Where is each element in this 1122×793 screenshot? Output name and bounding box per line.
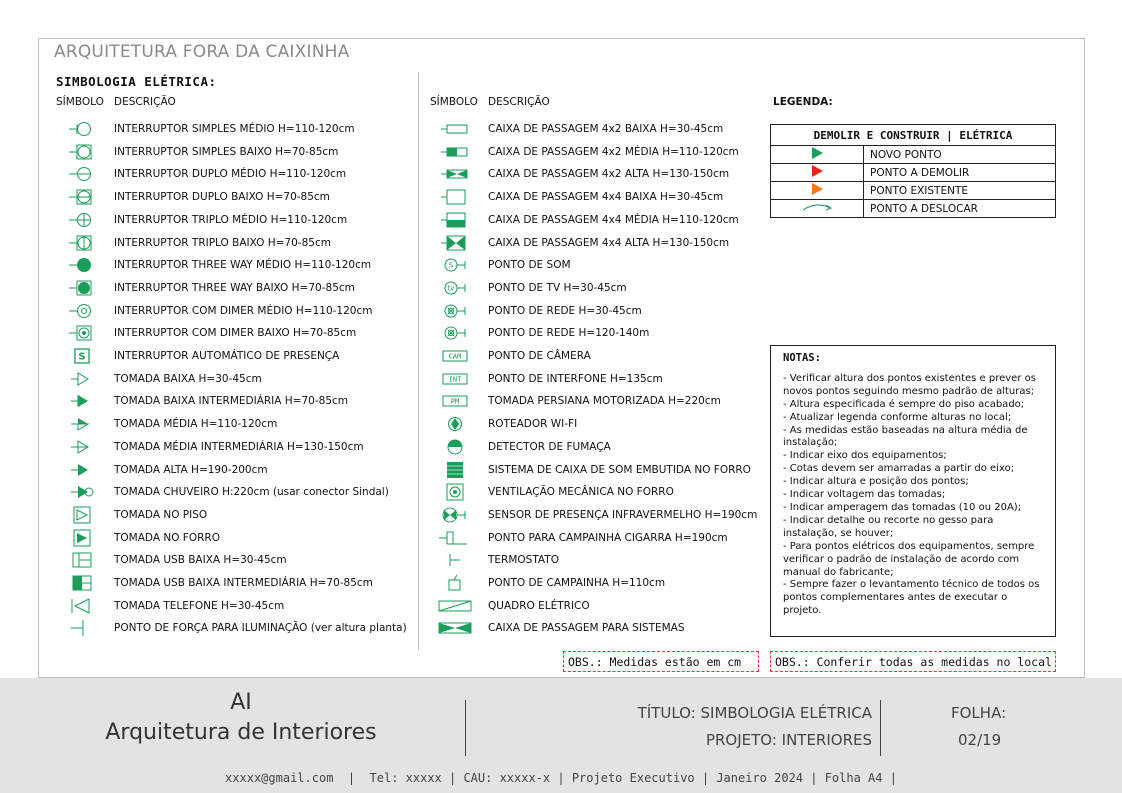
- junction-box-4x2-low-icon: [425, 118, 485, 140]
- symbol-row: [52, 345, 339, 367]
- sound-point-icon: [425, 254, 485, 276]
- symbol-description: PONTO DE CÂMERA: [488, 350, 591, 362]
- switch-triple-low-icon: [52, 232, 112, 254]
- note-item: - Atualizar legenda conforme alturas no local;: [783, 411, 1012, 423]
- intercom-point-icon: [425, 368, 485, 390]
- symbol-row: [52, 549, 287, 571]
- symbol-row: [52, 232, 331, 254]
- symbol-description: CAIXA DE PASSAGEM 4x2 MÉDIA H=110-120cm: [488, 145, 739, 158]
- switch-simple-low-icon: [52, 141, 112, 163]
- tv-point-icon: [425, 277, 485, 299]
- note-item: - Indicar voltagem das tomadas;: [783, 489, 946, 501]
- legend-row-label: NOVO PONTO: [864, 146, 1056, 164]
- dimmer-mid-icon: [52, 300, 112, 322]
- legend-table: [770, 124, 1056, 218]
- symbol-description: CAIXA DE PASSAGEM 4x4 ALTA H=130-150cm: [488, 236, 730, 249]
- presence-switch-icon: [52, 345, 112, 367]
- svg-text:CAM: CAM: [448, 352, 462, 361]
- symbol-row: [425, 413, 577, 435]
- symbol-row: [425, 209, 739, 231]
- note-item: - Indicar altura e posição dos pontos;: [783, 476, 969, 488]
- existing-point-icon: [771, 182, 864, 200]
- legend-row-label: PONTO A DESLOCAR: [864, 200, 1056, 218]
- obs-check-note: OBS.: Conferir todas as medidas no local: [770, 651, 1056, 672]
- camera-point-icon: [425, 345, 485, 367]
- brand-name: Arquitetura de Interiores: [105, 720, 377, 745]
- switch-three-way-mid-icon: [52, 254, 112, 276]
- switch-double-mid-icon: [52, 163, 112, 185]
- symbol-description: QUADRO ELÉTRICO: [488, 599, 590, 612]
- project-name: PROJETO: INTERIORES: [705, 731, 872, 749]
- junction-box-4x2-high-icon: [425, 163, 485, 185]
- legend-row: [771, 182, 1056, 200]
- electrical-panel-icon: [425, 595, 485, 617]
- symbol-row: [425, 549, 559, 571]
- symbol-row: [425, 141, 739, 163]
- legend-row-label: PONTO A DEMOLIR: [864, 164, 1056, 182]
- usb-outlet-low-intermediate-icon: [52, 572, 112, 594]
- symbol-row: [52, 413, 277, 435]
- svg-text:S: S: [78, 351, 86, 363]
- network-point-high-icon: [425, 322, 485, 344]
- outlet-low-intermediate-icon: [52, 390, 112, 412]
- page-header-title: ARQUITETURA FORA DA CAIXINHA: [54, 42, 350, 62]
- symbol-row: [425, 186, 723, 208]
- symbol-description: PONTO DE REDE H=120-140m: [488, 327, 650, 340]
- doorbell-cord-icon: [425, 527, 485, 549]
- legend-row-label: PONTO EXISTENTE: [864, 182, 1056, 200]
- outlet-low-icon: [52, 368, 112, 390]
- symbol-row: [52, 254, 371, 276]
- symbol-row: [425, 118, 723, 140]
- symbol-description: TOMADA MÉDIA INTERMEDIÁRIA H=130-150cm: [114, 440, 364, 453]
- symbol-description: INTERRUPTOR COM DIMER BAIXO H=70-85cm: [114, 327, 357, 340]
- symbol-row: [425, 436, 611, 458]
- column-divider: [418, 72, 419, 650]
- brand-logo-text: AI: [230, 690, 252, 715]
- switch-three-way-low-icon: [52, 277, 112, 299]
- symbol-row: [52, 322, 356, 344]
- junction-box-4x4-mid-icon: [425, 209, 485, 231]
- symbol-row: [52, 527, 220, 549]
- symbol-description: TOMADA USB BAIXA INTERMEDIÁRIA H=70-85cm: [114, 577, 373, 589]
- legend-row: [771, 200, 1056, 218]
- note-item: - Altura especificada é sempre do piso acabado;: [783, 398, 1025, 410]
- shower-outlet-icon: [52, 481, 112, 503]
- symbol-row: [425, 481, 674, 503]
- section-title: SIMBOLOGIA ELÉTRICA:: [56, 74, 217, 89]
- symbol-row: [52, 300, 372, 322]
- symbol-description: PONTO DE CAMPAINHA H=110cm: [488, 577, 666, 589]
- symbol-description: TOMADA USB BAIXA H=30-45cm: [114, 554, 287, 567]
- symbol-description: CAIXA DE PASSAGEM 4x2 BAIXA H=30-45cm: [488, 123, 724, 135]
- symbol-description: PONTO DE FORÇA PARA ILUMINAÇÃO (ver altura planta): [114, 622, 407, 635]
- sheet-title: TÍTULO: SIMBOLOGIA ELÉTRICA: [637, 704, 872, 722]
- title-block-divider: [465, 700, 466, 756]
- symbol-row: [52, 368, 262, 390]
- wifi-router-icon: [425, 413, 485, 435]
- symbol-row: [425, 277, 627, 299]
- thermostat-icon: [425, 549, 485, 571]
- symbol-row: [425, 595, 590, 617]
- doorbell-point-icon: [425, 572, 485, 594]
- notes-box: [770, 345, 1056, 637]
- legend-table-title: DEMOLIR E CONSTRUIR | ELÉTRICA: [771, 125, 1056, 146]
- symbol-row: [425, 232, 729, 254]
- symbol-description: DETECTOR DE FUMAÇA: [488, 440, 611, 453]
- power-point-lighting-icon: [52, 617, 112, 639]
- symbol-row: [425, 300, 642, 322]
- symbol-description: TOMADA CHUVEIRO H:220cm (usar conector Sindal): [114, 486, 389, 499]
- symbol-row: [425, 459, 751, 481]
- outlet-high-icon: [52, 459, 112, 481]
- outlet-mid-icon: [52, 413, 112, 435]
- symbol-description: INTERRUPTOR SIMPLES MÉDIO H=110-120cm: [114, 123, 355, 135]
- legend-row: [771, 146, 1056, 164]
- note-item: - Indicar detalhe ou recorte no gesso para instalação, se houver;: [783, 514, 997, 539]
- legend-label: LEGENDA:: [773, 96, 833, 108]
- symbol-row: [425, 572, 665, 594]
- symbol-description: CAIXA DE PASSAGEM 4x4 BAIXA H=30-45cm: [488, 191, 724, 204]
- switch-double-low-icon: [52, 186, 112, 208]
- symbol-row: [425, 390, 721, 412]
- symbol-description: SENSOR DE PRESENÇA INFRAVERMELHO H=190cm: [488, 508, 758, 521]
- symbol-description: TOMADA NO PISO: [114, 508, 208, 521]
- usb-outlet-low-icon: [52, 549, 112, 571]
- ventilation-icon: [425, 481, 485, 503]
- symbol-description: TOMADA MÉDIA H=110-120cm: [114, 418, 278, 431]
- notes-title: NOTAS:: [783, 352, 821, 364]
- symbol-description: VENTILAÇÃO MECÂNICA NO FORRO: [488, 486, 674, 499]
- left-symbol-header: SÍMBOLO: [56, 96, 104, 108]
- symbol-row: [425, 345, 591, 367]
- symbol-row: [52, 436, 364, 458]
- svg-text:PM: PM: [450, 397, 460, 406]
- junction-box-4x4-low-icon: [425, 186, 485, 208]
- symbol-description: CAIXA DE PASSAGEM PARA SISTEMAS: [488, 622, 685, 635]
- symbol-description: PONTO DE SOM: [488, 259, 571, 272]
- symbol-row: [52, 277, 355, 299]
- symbol-row: [52, 459, 268, 481]
- svg-text:INT: INT: [448, 375, 462, 384]
- contact-line: xxxxx@gmail.com | Tel: xxxxx | CAU: xxxxx-x | Projeto Executivo | Janeiro 2024 | Folha A4 |: [225, 771, 897, 785]
- switch-simple-mid-icon: [52, 118, 112, 140]
- relocate-point-icon: [771, 200, 864, 218]
- switch-triple-mid-icon: [52, 209, 112, 231]
- symbol-row: [425, 322, 649, 344]
- systems-junction-box-icon: [425, 617, 485, 639]
- symbol-row: [425, 163, 729, 185]
- legend-row: [771, 164, 1056, 182]
- symbol-description: INTERRUPTOR THREE WAY MÉDIO H=110-120cm: [114, 259, 372, 272]
- note-item: - Para pontos elétricos dos equipamentos, sempre verificar o padrão de instalação de acordo com manual do fabricante;: [783, 540, 1038, 578]
- svg-text:tv: tv: [447, 284, 455, 293]
- symbol-description: INTERRUPTOR THREE WAY BAIXO H=70-85cm: [114, 281, 355, 294]
- symbol-description: TOMADA BAIXA H=30-45cm: [114, 372, 262, 385]
- symbol-description: INTERRUPTOR DUPLO MÉDIO H=110-120cm: [114, 168, 347, 181]
- symbol-row: [425, 368, 663, 390]
- sheet-label: FOLHA:: [951, 704, 1007, 722]
- symbol-description: INTERRUPTOR SIMPLES BAIXO H=70-85cm: [114, 145, 339, 158]
- ceiling-outlet-icon: [52, 527, 112, 549]
- symbol-description: INTERRUPTOR DUPLO BAIXO H=70-85cm: [114, 191, 330, 204]
- note-item: - Cotas devem ser amarradas a partir do eixo;: [783, 463, 1015, 475]
- right-description-header: DESCRIÇÃO: [488, 96, 550, 108]
- demolish-point-icon: [771, 164, 864, 182]
- note-item: - Sempre fazer o levantamento técnico de todos os pontos complementares antes de executar o projeto.: [783, 579, 1043, 617]
- symbol-description: CAIXA DE PASSAGEM 4x2 ALTA H=130-150cm: [488, 168, 730, 181]
- outlet-mid-intermediate-icon: [52, 436, 112, 458]
- network-point-low-icon: [425, 300, 485, 322]
- symbol-description: ROTEADOR WI-FI: [488, 418, 578, 431]
- symbol-description: INTERRUPTOR TRIPLO BAIXO H=70-85cm: [114, 236, 331, 249]
- symbol-description: TERMOSTATO: [488, 554, 559, 567]
- symbol-description: TOMADA PERSIANA MOTORIZADA H=220cm: [488, 395, 721, 408]
- symbol-row: [425, 254, 571, 276]
- note-item: - As medidas estão baseadas na altura média de instalação;: [783, 424, 1031, 449]
- phone-outlet-icon: [52, 595, 112, 617]
- symbol-description: INTERRUPTOR TRIPLO MÉDIO H=110-120cm: [114, 213, 348, 226]
- symbol-row: [52, 504, 207, 526]
- motion-sensor-icon: [425, 504, 485, 526]
- symbol-row: [52, 595, 284, 617]
- symbol-description: PONTO DE REDE H=30-45cm: [488, 304, 642, 317]
- symbol-row: [52, 209, 347, 231]
- symbol-row: [52, 617, 407, 639]
- symbol-description: CAIXA DE PASSAGEM 4x4 MÉDIA H=110-120cm: [488, 213, 739, 226]
- symbol-description: TOMADA BAIXA INTERMEDIÁRIA H=70-85cm: [114, 395, 349, 408]
- note-item: - Indicar amperagem das tomadas (10 ou 20A);: [783, 501, 1022, 513]
- symbol-row: [425, 504, 757, 526]
- symbol-row: [52, 186, 330, 208]
- symbol-row: [52, 118, 355, 140]
- symbol-row: [52, 141, 338, 163]
- symbol-description: INTERRUPTOR AUTOMÁTICO DE PRESENÇA: [114, 350, 340, 362]
- symbol-row: [52, 481, 389, 503]
- svg-text:S: S: [448, 261, 454, 270]
- sheet-number: 02/19: [958, 731, 1002, 749]
- dimmer-low-icon: [52, 322, 112, 344]
- obs-measures-note: OBS.: Medidas estão em cm: [563, 651, 759, 672]
- symbol-description: TOMADA NO FORRO: [114, 531, 220, 544]
- left-description-header: DESCRIÇÃO: [114, 96, 176, 108]
- symbol-description: SISTEMA DE CAIXA DE SOM EMBUTIDA NO FORRO: [488, 463, 751, 476]
- smoke-detector-icon: [425, 436, 485, 458]
- note-item: - Verificar altura dos pontos existentes e prever os novos pontos seguindo mesmo padrão de alturas;: [783, 372, 1040, 397]
- note-item: - Indicar eixo dos equipamentos;: [783, 450, 947, 462]
- new-point-icon: [771, 146, 864, 164]
- right-symbol-header: SÍMBOLO: [430, 96, 478, 108]
- junction-box-4x2-mid-icon: [425, 141, 485, 163]
- motorized-blind-outlet-icon: [425, 390, 485, 412]
- symbol-row: [52, 390, 348, 412]
- symbol-row: [425, 617, 685, 639]
- symbol-description: PONTO DE INTERFONE H=135cm: [488, 372, 663, 385]
- notes-list: [783, 373, 1043, 618]
- symbol-description: PONTO PARA CAMPAINHA CIGARRA H=190cm: [488, 531, 728, 544]
- floor-outlet-icon: [52, 504, 112, 526]
- symbol-description: INTERRUPTOR COM DIMER MÉDIO H=110-120cm: [114, 304, 373, 317]
- symbol-description: TOMADA TELEFONE H=30-45cm: [114, 599, 285, 612]
- symbol-description: TOMADA ALTA H=190-200cm: [114, 463, 268, 476]
- title-block-divider: [880, 700, 881, 756]
- ceiling-speaker-icon: [425, 459, 485, 481]
- symbol-row: [52, 163, 346, 185]
- symbol-row: [425, 527, 728, 549]
- symbol-row: [52, 572, 373, 594]
- symbol-description: PONTO DE TV H=30-45cm: [488, 281, 627, 294]
- junction-box-4x4-high-icon: [425, 232, 485, 254]
